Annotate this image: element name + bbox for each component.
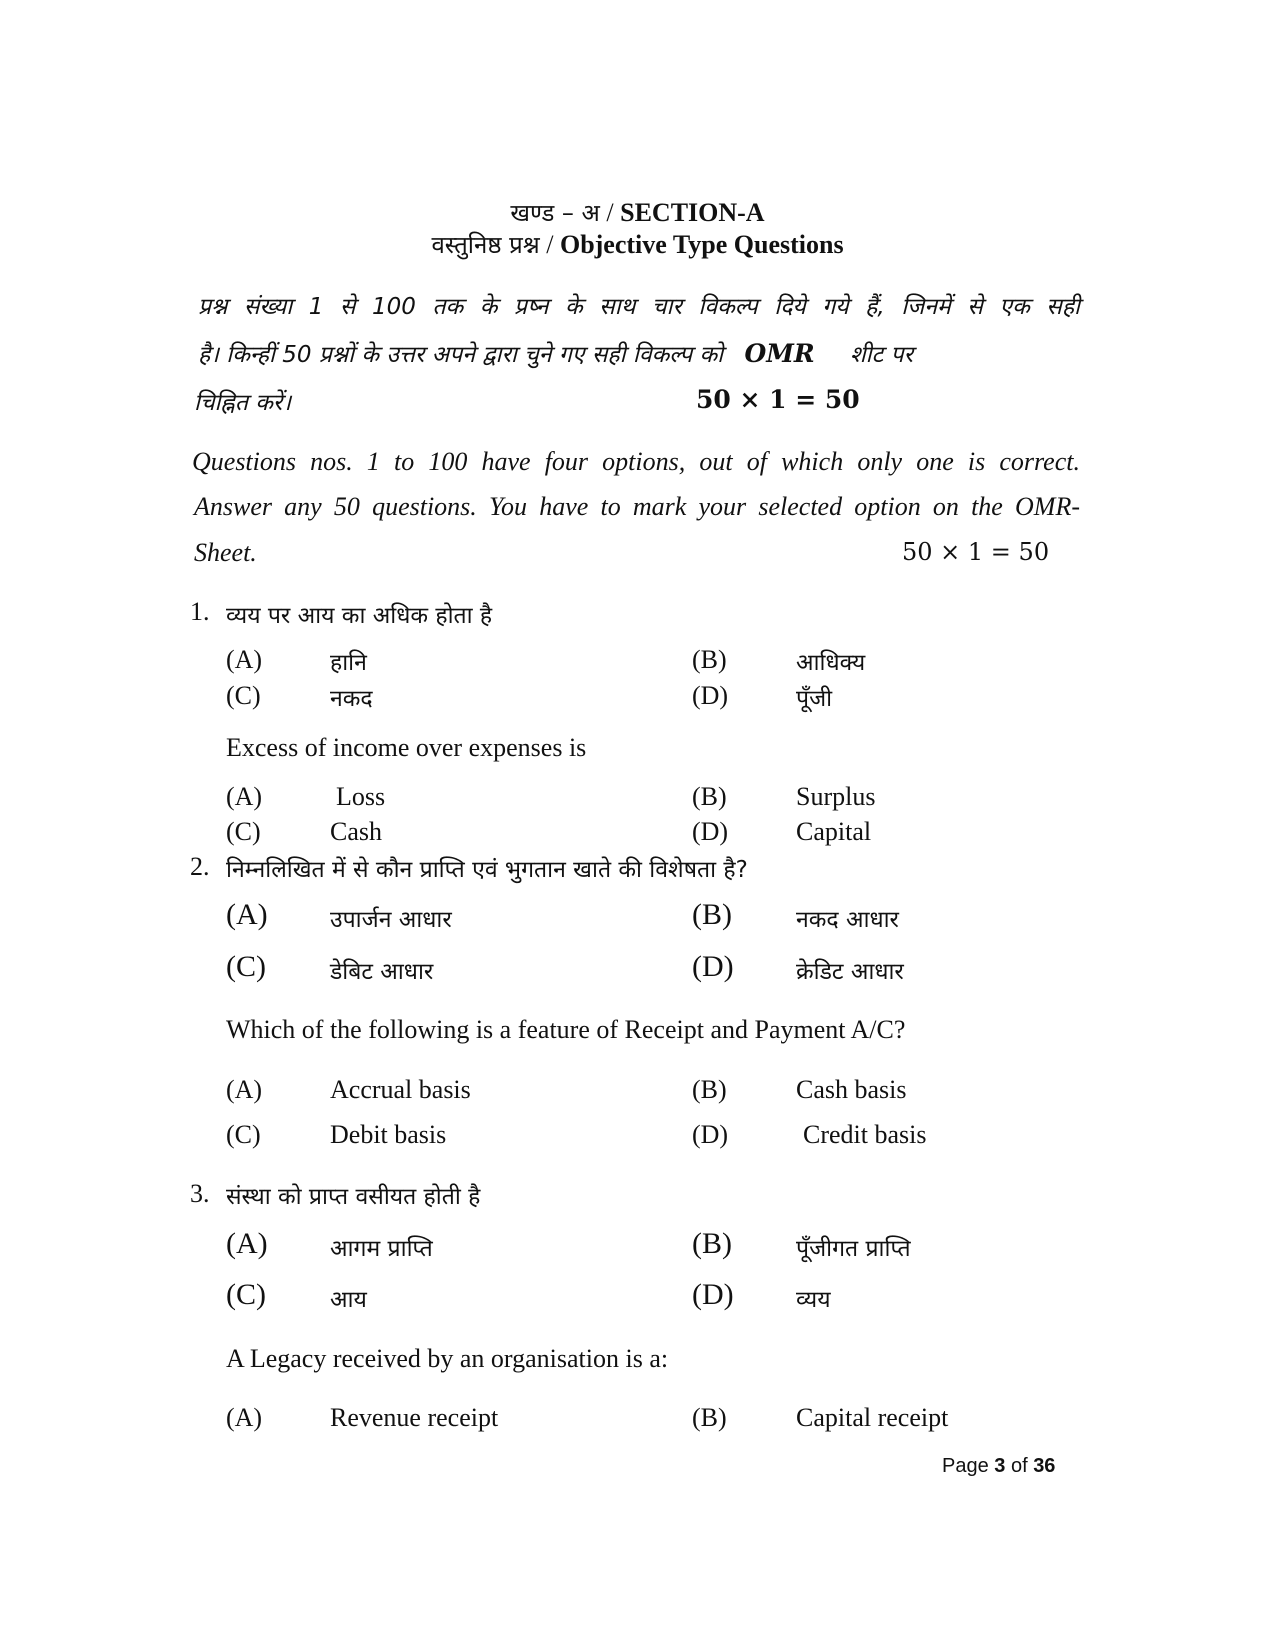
question-text-hi: संस्था को प्राप्त वसीयत होती है: [226, 1184, 481, 1210]
option-text-en[interactable]: Accrual basis: [330, 1075, 471, 1104]
option-label[interactable]: (A): [226, 1075, 263, 1104]
page-number: 3: [994, 1455, 1006, 1477]
option-text-hi[interactable]: आगम प्राप्ति: [330, 1236, 433, 1262]
question-number: 3.: [190, 1179, 210, 1208]
option-text-en[interactable]: Revenue receipt: [330, 1403, 499, 1432]
instructions-en-marks: 50 × 1 = 50: [902, 538, 1050, 566]
option-text-hi[interactable]: पूँजीगत प्राप्ति: [796, 1236, 911, 1262]
question-text-en: Which of the following is a feature of Receipt and Payment A/C?: [226, 1015, 906, 1044]
instructions-en-line1: Questions nos. 1 to 100 have four options, out of which only one is correct.: [192, 447, 1080, 476]
option-label[interactable]: (C): [226, 681, 261, 710]
option-label[interactable]: (D): [692, 1120, 729, 1149]
section-title-sep: /: [599, 198, 621, 227]
question-text-hi: निम्नलिखित में से कौन प्राप्ति एवं भुगतान खाते की विशेषता है?: [226, 857, 748, 883]
question-number: 2.: [190, 852, 210, 881]
page-of: of: [1005, 1455, 1034, 1477]
option-text-en[interactable]: Capital receipt: [796, 1403, 949, 1432]
option-text-hi[interactable]: पूँजी: [796, 686, 833, 712]
page-number-footer: [942, 1455, 1055, 1478]
option-text-hi[interactable]: हानि: [330, 650, 367, 676]
option-label[interactable]: (D): [692, 681, 729, 710]
page-prefix: Page: [942, 1455, 995, 1477]
instructions-hi-line1: प्रश्न संख्या 1 से 100 तक के प्रष्न के साथ चार विकल्प दिये गये हैं, जिनमें से एक सही: [198, 294, 1080, 320]
section-subtitle-hi: वस्तुनिष्ठ प्रश्न: [431, 231, 540, 259]
question-text-en: A Legacy received by an organisation is a:: [226, 1344, 669, 1373]
option-label[interactable]: (A): [226, 1227, 268, 1260]
option-label[interactable]: (A): [226, 782, 263, 811]
option-label[interactable]: (C): [226, 1278, 266, 1311]
option-label[interactable]: (C): [226, 950, 266, 983]
option-label[interactable]: (B): [692, 645, 727, 674]
option-text-hi[interactable]: आधिक्य: [796, 650, 866, 676]
section-title: [0, 196, 1275, 229]
question-text-hi: व्यय पर आय का अधिक होता है: [226, 603, 493, 629]
option-label[interactable]: (A): [226, 1403, 263, 1432]
instructions-hi-omr: OMR: [744, 339, 815, 368]
instructions-en-line2: Answer any 50 questions. You have to mark your selected option on the OMR-: [194, 492, 1080, 521]
section-subtitle-sep: /: [539, 230, 560, 259]
instructions-hi-line3: चिह्नित करें।: [194, 390, 292, 416]
instructions-hi-line2c: शीट पर: [850, 342, 913, 368]
option-text-hi[interactable]: व्यय: [796, 1287, 831, 1313]
section-title-hi: खण्ड – अ: [510, 199, 600, 227]
option-label[interactable]: (D): [692, 1278, 734, 1311]
option-text-en[interactable]: Capital: [796, 817, 872, 846]
section-subtitle: [0, 228, 1275, 261]
option-label[interactable]: (B): [692, 898, 732, 931]
option-label[interactable]: (B): [692, 1227, 732, 1260]
option-text-en[interactable]: Cash basis: [796, 1075, 907, 1104]
option-label[interactable]: (B): [692, 1075, 727, 1104]
instructions-hi-line2a: है। किन्हीं 50 प्रश्नों के उत्तर अपने द्वारा चुने गए सही विकल्प को: [198, 342, 724, 368]
option-text-hi[interactable]: डेबिट आधार: [330, 959, 434, 985]
option-label[interactable]: (B): [692, 782, 727, 811]
option-text-en[interactable]: Credit basis: [803, 1120, 927, 1149]
option-text-en[interactable]: Loss: [336, 782, 386, 811]
option-label[interactable]: (D): [692, 950, 734, 983]
option-label[interactable]: (C): [226, 1120, 261, 1149]
option-text-hi[interactable]: उपार्जन आधार: [330, 907, 452, 933]
page-total: 36: [1033, 1455, 1056, 1477]
option-label[interactable]: (D): [692, 817, 729, 846]
option-text-hi[interactable]: क्रेडिट आधार: [796, 959, 904, 985]
option-text-hi[interactable]: नकद: [330, 686, 373, 712]
option-label[interactable]: (C): [226, 817, 261, 846]
option-label[interactable]: (B): [692, 1403, 727, 1432]
option-label[interactable]: (A): [226, 898, 268, 931]
instructions-hi-line2: [198, 337, 1080, 369]
section-subtitle-en: Objective Type Questions: [559, 230, 844, 259]
instructions-en-line3: Sheet.: [194, 538, 257, 567]
option-text-hi[interactable]: आय: [330, 1287, 367, 1313]
section-title-en: SECTION-A: [620, 198, 765, 227]
option-text-hi[interactable]: नकद आधार: [796, 907, 899, 933]
option-text-en[interactable]: Cash: [330, 817, 382, 846]
question-number: 1.: [190, 597, 210, 626]
option-label[interactable]: (A): [226, 645, 263, 674]
question-text-en: Excess of income over expenses is: [226, 733, 587, 762]
option-text-en[interactable]: Surplus: [796, 782, 876, 811]
option-text-en[interactable]: Debit basis: [330, 1120, 447, 1149]
instructions-hi-marks: 50 × 1 = 50: [696, 385, 860, 414]
